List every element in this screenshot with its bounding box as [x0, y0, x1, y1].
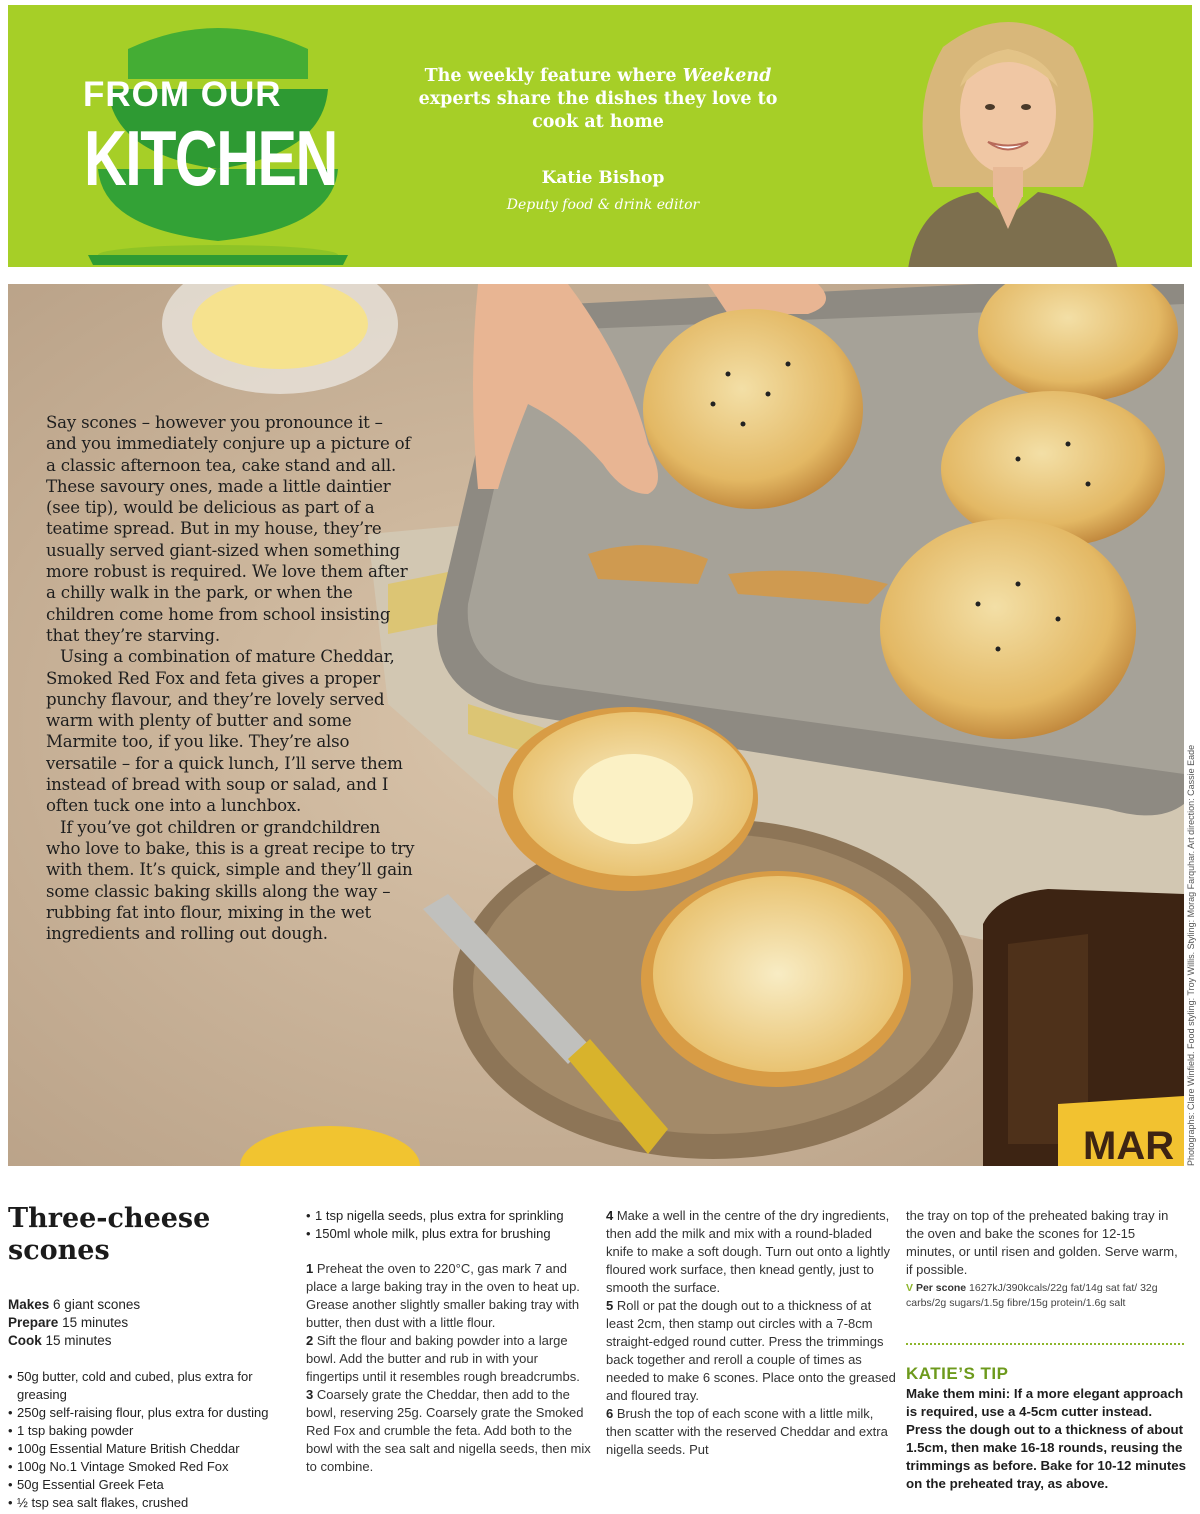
- cook-row: Cook 15 minutes: [8, 1333, 112, 1348]
- vegetarian-badge: V: [906, 1282, 914, 1294]
- article-paragraph: Say scones – however you pronounce it – and you immediately conjure up a picture of a classic afternoon tea, cake stand and all. These savoury ones, made a little daintier (see tip), would be delicious as part of a teatime spread. But in my house, they’re usually served giant-sized when something more robust is required. We love them after a chilly walk in the park, or when the children come home from school insisting that they’re starving.: [46, 413, 411, 645]
- feature-title-line1: FROM OUR: [83, 75, 282, 114]
- article-body: [46, 412, 418, 944]
- author-name: Katie Bishop: [541, 168, 665, 188]
- ingredient-item: • 1 tsp nigella seeds, plus extra for sprinkling: [306, 1207, 592, 1225]
- article-paragraph: Using a combination of mature Cheddar, Smoked Red Fox and feta gives a proper punchy flavour, and they’re lovely served warm with plenty of butter and some Marmite too, if you like. They’re also versatile – for a quick lunch, I’ll serve them instead of bread with soup or salad, and I often tuck one into a lunchbox.: [46, 647, 403, 816]
- author-portrait: [908, 17, 1118, 267]
- feature-intro: The weekly feature where Weekend experts share the dishes they love to cook at home: [418, 66, 778, 132]
- ingredients-list: [8, 1368, 298, 1512]
- author-role: Deputy food & drink editor: [506, 197, 700, 213]
- method-step: 1 Preheat the oven to 220°C, gas mark 7 and place a large baking tray in the oven to heat up. Grease another slightly smaller baking tray with butter, then dust with a little flour.: [306, 1261, 580, 1330]
- method-step-continued: the tray on top of the preheated baking tray in the oven and bake the scones for 12-15 minutes, or until risen and golden. Serve warm, if possible.: [906, 1208, 1178, 1277]
- ingredient-item: • 250g self-raising flour, plus extra for dusting: [8, 1404, 298, 1422]
- ingredient-item: • 50g butter, cold and cubed, plus extra for greasing: [8, 1368, 298, 1404]
- makes-row: Makes 6 giant scones: [8, 1297, 141, 1312]
- tip-title: KATIE’S TIP: [906, 1364, 1009, 1383]
- scones-photo: [8, 284, 1184, 1166]
- ingredient-item: • 1 tsp baking powder: [8, 1422, 298, 1440]
- ingredient-item: • 100g Essential Mature British Cheddar: [8, 1440, 298, 1458]
- feature-title-line2: KITCHEN: [84, 114, 337, 202]
- method-step: 2 Sift the flour and baking powder into a large bowl. Add the butter and rub in with your fingertips until it resembles rough breadcrumbs.: [306, 1333, 580, 1384]
- ingredients-list-continued: [306, 1207, 592, 1243]
- ingredient-item: • ½ tsp sea salt flakes, crushed: [8, 1494, 298, 1512]
- feature-intro-emphasis: Weekend: [682, 66, 772, 86]
- method-step: 6 Brush the top of each scone with a little milk, then scatter with the reserved Cheddar and extra nigella seeds. Put: [606, 1406, 888, 1457]
- method-column-2: [606, 1207, 896, 1459]
- recipe-title: Three-cheese scones: [8, 1203, 211, 1266]
- prepare-row: Prepare 15 minutes: [8, 1315, 129, 1330]
- method-step: 3 Coarsely grate the Cheddar, then add to the bowl, reserving 25g. Coarsely grate the Smoked Red Fox and crumble the feta. Add both to the bowl with the sea salt and nigella seeds, then mix to combine.: [306, 1387, 591, 1474]
- method-step: 5 Roll or pat the dough out to a thickness of at least 2cm, then stamp out circles with a 7-8cm straight-edged round cutter. Press the trimmings back together and reroll a couple of times as needed to make 6 scones. Place onto the greased and floured tray.: [606, 1298, 896, 1403]
- ingredient-item: • 100g No.1 Vintage Smoked Red Fox: [8, 1458, 298, 1476]
- recipe-meta: [8, 1296, 140, 1350]
- jar-label: MAR: [1083, 1124, 1175, 1166]
- photo-credit: Photographs: Clare Winfield. Food styling: Troy Willis. Styling: Morag Farquhar. Art direction: Cassie Eade: [1186, 744, 1196, 1166]
- feature-header: [8, 5, 1192, 267]
- article-paragraph: If you’ve got children or grandchildren who love to bake, this is a great recipe to try with them. It’s quick, simple and they’ll gain some classic baking skills along the way – rubbing fat into flour, mixing in the wet ingredients and rolling out dough.: [46, 817, 415, 944]
- method-step: 4 Make a well in the centre of the dry ingredients, then add the milk and mix with a round-bladed knife to make a soft dough. Turn out onto a lightly floured work surface, then knead gently, just to smooth the surface.: [606, 1208, 891, 1295]
- nutrition-info: V Per scone 1627kJ/390kcals/22g fat/14g sat fat/ 32g carbs/2g sugars/1.5g fibre/15g protein/1.6g salt: [906, 1282, 1158, 1309]
- tip-body: Make them mini: If a more elegant approach is required, use a 4-5cm cutter instead. Press the dough out to a thickness of about 1.5cm, then make 16-18 rounds, reusing the trimmings as before. Bake for 10-12 minutes on the preheated tray, as above.: [906, 1386, 1187, 1491]
- method-column-1: [306, 1260, 594, 1476]
- ingredient-item: • 150ml whole milk, plus extra for brushing: [306, 1225, 592, 1243]
- ingredient-item: • 50g Essential Greek Feta: [8, 1476, 298, 1494]
- tip-divider: [906, 1343, 1184, 1345]
- method-column-3: [906, 1207, 1186, 1279]
